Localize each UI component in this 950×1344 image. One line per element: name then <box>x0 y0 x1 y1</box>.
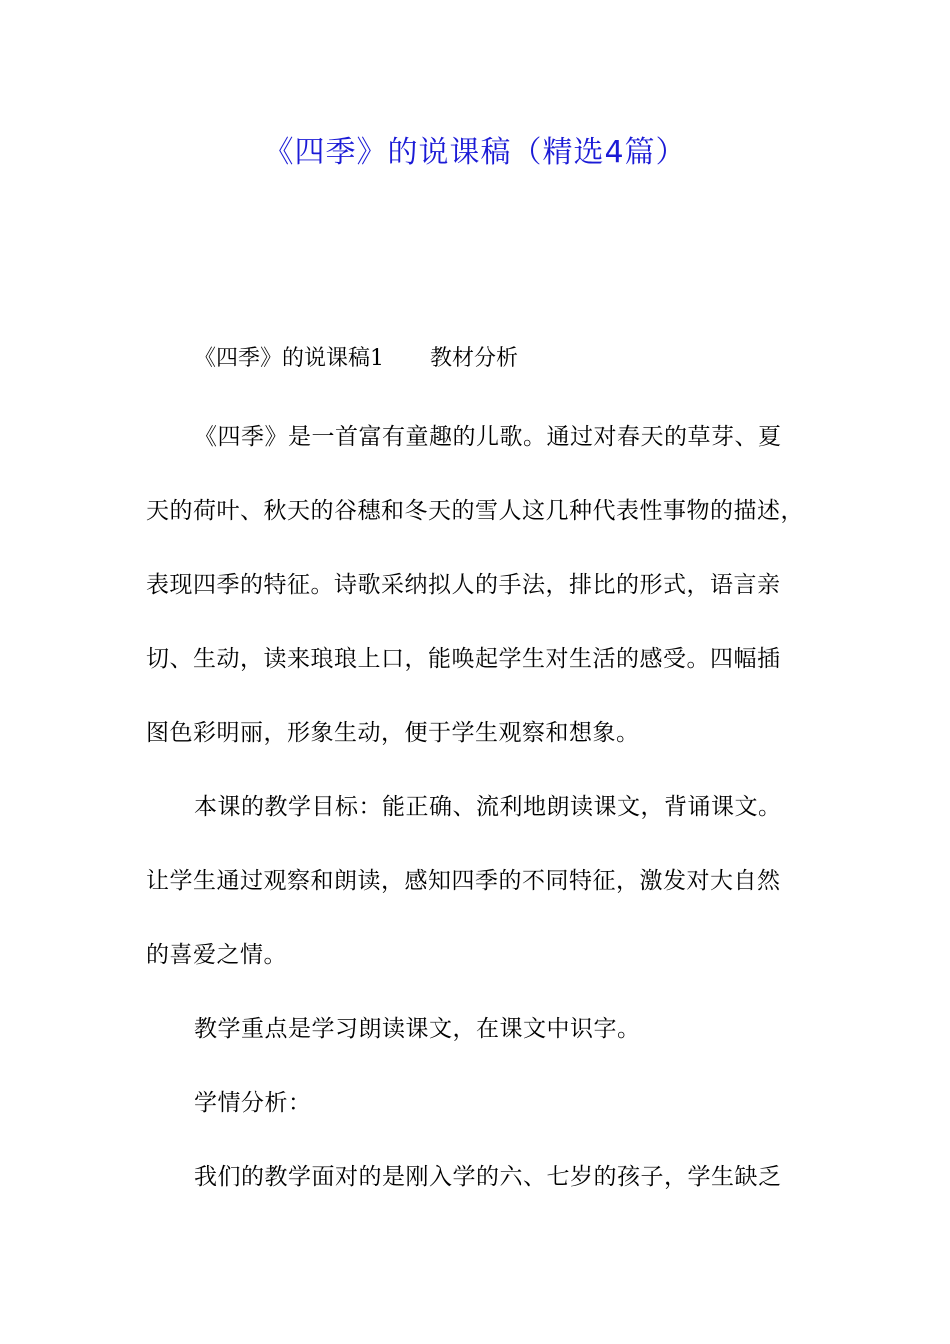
paragraph-line: 图色彩明丽，形象生动，便于学生观察和想象。 <box>146 720 640 746</box>
paragraph-textbook-analysis <box>146 400 816 770</box>
paragraph-line: 《四季》是一首富有童趣的儿歌。通过对春天的草芽、夏 <box>194 424 782 450</box>
document-title: 《四季》的说课稿（精选4篇） <box>263 135 687 170</box>
lesson-heading-label: 《四季》的说课稿1 <box>194 346 384 371</box>
paragraph-teaching-focus <box>146 992 816 1066</box>
lesson-heading <box>194 334 518 384</box>
paragraph-student-analysis <box>146 1140 816 1214</box>
paragraph-line: 表现四季的特征。诗歌采纳拟人的手法，排比的形式，语言亲 <box>146 572 781 598</box>
paragraph-line: 教学重点是学习朗读课文，在课文中识字。 <box>194 1016 641 1042</box>
paragraph-line: 本课的教学目标：能正确、流利地朗读课文，背诵课文。 <box>194 794 782 820</box>
paragraph-line: 让学生通过观察和朗读，感知四季的不同特征，激发对大自然 <box>146 868 781 894</box>
paragraph-line: 切、生动，读来琅琅上口，能唤起学生对生活的感受。四幅插 <box>146 646 781 672</box>
paragraph-line: 学情分析： <box>194 1090 312 1116</box>
paragraph-teaching-goals <box>146 770 816 992</box>
paragraph-line: 的喜爱之情。 <box>146 942 287 968</box>
paragraph-line: 我们的教学面对的是刚入学的六、七岁的孩子，学生缺乏 <box>194 1164 782 1190</box>
section-heading: 教材分析 <box>430 346 519 371</box>
paragraph-line: 天的荷叶、秋天的谷穗和冬天的雪人这几种代表性事物的描述， <box>146 498 804 524</box>
paragraph-student-analysis-heading <box>146 1066 816 1140</box>
